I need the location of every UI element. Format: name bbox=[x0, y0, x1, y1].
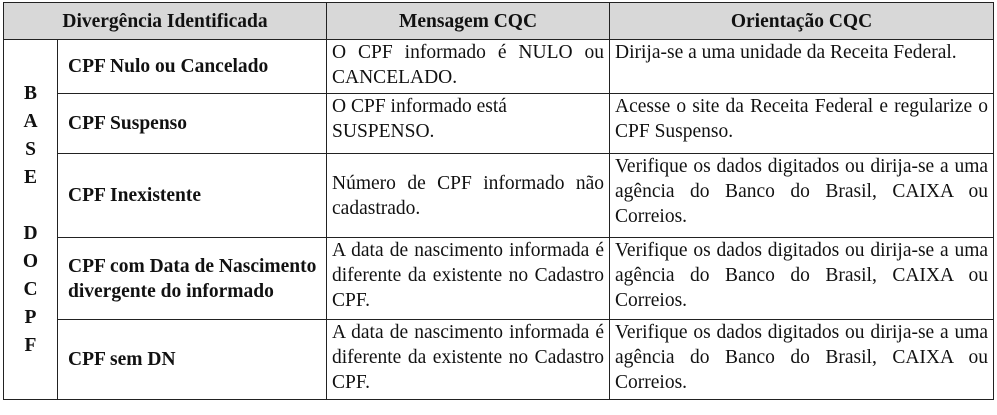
side-letter: E bbox=[23, 166, 37, 188]
header-divergence: Divergência Identificada bbox=[4, 3, 327, 40]
message-cell: A data de nascimento informada é diferente da existente no Cadastro CPF. bbox=[327, 238, 610, 320]
table-row bbox=[4, 238, 994, 320]
side-letter: B bbox=[23, 82, 37, 104]
table-row bbox=[4, 320, 994, 400]
table-row bbox=[4, 154, 994, 238]
header-message: Mensagem CQC bbox=[327, 3, 610, 40]
guidance-cell: Dirija-se a uma unidade da Receita Federal. bbox=[610, 40, 994, 94]
header-row bbox=[4, 3, 994, 40]
guidance-cell: Verifique os dados digitados ou dirija-se a uma agência do Banco do Brasil, CAIXA ou Correios. bbox=[610, 320, 994, 400]
message-cell: O CPF informado é NULO ou CANCELADO. bbox=[327, 40, 610, 94]
divergence-cell: CPF com Data de Nascimento divergente do informado bbox=[58, 238, 327, 320]
side-letter: A bbox=[23, 110, 38, 132]
divergence-cell: CPF Inexistente bbox=[58, 154, 327, 238]
guidance-cell: Acesse o site da Receita Federal e regularize o CPF Suspenso. bbox=[610, 94, 994, 154]
divergence-cell: CPF Suspenso bbox=[58, 94, 327, 154]
side-label-base-docpf bbox=[4, 40, 58, 400]
side-letter: C bbox=[23, 278, 38, 300]
side-letter: F bbox=[24, 334, 37, 356]
side-letter: S bbox=[25, 138, 36, 160]
message-cell: A data de nascimento informada é diferente da existente no Cadastro CPF. bbox=[327, 320, 610, 400]
table-row bbox=[4, 40, 994, 94]
side-letter: D bbox=[23, 222, 38, 244]
table-row bbox=[4, 94, 994, 154]
side-letter: P bbox=[24, 306, 37, 328]
divergence-cell: CPF Nulo ou Cancelado bbox=[58, 40, 327, 94]
document-page bbox=[3, 2, 993, 412]
message-cell: O CPF informado está SUSPENSO. bbox=[327, 94, 610, 154]
guidance-cell: Verifique os dados digitados ou dirija-se a uma agência do Banco do Brasil, CAIXA ou Correios. bbox=[610, 154, 994, 238]
header-guidance: Orientação CQC bbox=[610, 3, 994, 40]
cpf-divergence-table bbox=[3, 2, 994, 400]
message-cell: Número de CPF informado não cadastrado. bbox=[327, 154, 610, 238]
guidance-cell: Verifique os dados digitados ou dirija-se a uma agência do Banco do Brasil, CAIXA ou Correios. bbox=[610, 238, 994, 320]
divergence-cell: CPF sem DN bbox=[58, 320, 327, 400]
side-letter: O bbox=[22, 250, 39, 272]
